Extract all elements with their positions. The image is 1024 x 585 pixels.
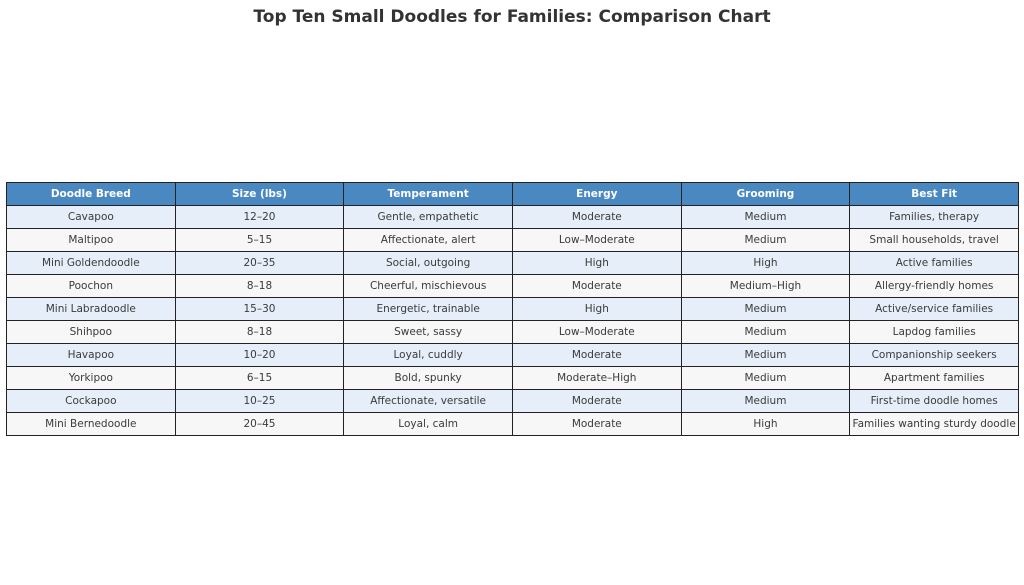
table-cell: Maltipoo [7, 229, 176, 252]
table-cell: Families wanting sturdy doodle [850, 413, 1019, 436]
table-cell: High [512, 252, 681, 275]
table-cell: High [681, 413, 850, 436]
table-cell: Medium [681, 298, 850, 321]
table-row [7, 367, 1019, 390]
table-cell: Medium [681, 206, 850, 229]
table-cell: Bold, spunky [344, 367, 513, 390]
table-row [7, 229, 1019, 252]
table-cell: Medium [681, 344, 850, 367]
table-cell: 6–15 [175, 367, 344, 390]
table-cell: Gentle, empathetic [344, 206, 513, 229]
table-cell: Moderate–High [512, 367, 681, 390]
table-cell: Medium–High [681, 275, 850, 298]
table-row [7, 275, 1019, 298]
chart-title: Top Ten Small Doodles for Families: Comparison Chart [253, 7, 771, 27]
table-cell: Sweet, sassy [344, 321, 513, 344]
table-cell: Poochon [7, 275, 176, 298]
table-cell: Shihpoo [7, 321, 176, 344]
table-cell: Energetic, trainable [344, 298, 513, 321]
table-cell: 12–20 [175, 206, 344, 229]
table-cell: Mini Bernedoodle [7, 413, 176, 436]
column-header: Doodle Breed [7, 183, 176, 206]
table-header-row [7, 183, 1019, 206]
table-cell: Moderate [512, 275, 681, 298]
table-row [7, 252, 1019, 275]
column-header: Temperament [344, 183, 513, 206]
table-cell: Medium [681, 367, 850, 390]
table-cell: Cockapoo [7, 390, 176, 413]
table-cell: Loyal, calm [344, 413, 513, 436]
table-row [7, 298, 1019, 321]
table-cell: Mini Labradoodle [7, 298, 176, 321]
table-cell: Affectionate, alert [344, 229, 513, 252]
table-cell: Loyal, cuddly [344, 344, 513, 367]
table-cell: 10–20 [175, 344, 344, 367]
table-cell: Allergy-friendly homes [850, 275, 1019, 298]
table-cell: Yorkipoo [7, 367, 176, 390]
table-cell: 8–18 [175, 321, 344, 344]
table-cell: Low–Moderate [512, 321, 681, 344]
table-cell: Havapoo [7, 344, 176, 367]
table-cell: 5–15 [175, 229, 344, 252]
table-row [7, 413, 1019, 436]
table-cell: High [512, 298, 681, 321]
table-cell: 10–25 [175, 390, 344, 413]
table-row [7, 206, 1019, 229]
column-header: Grooming [681, 183, 850, 206]
table-cell: Mini Goldendoodle [7, 252, 176, 275]
table-cell: Social, outgoing [344, 252, 513, 275]
table-row [7, 321, 1019, 344]
comparison-table [6, 182, 1019, 436]
table-cell: Moderate [512, 413, 681, 436]
column-header: Size (lbs) [175, 183, 344, 206]
table-row [7, 390, 1019, 413]
table-cell: Medium [681, 229, 850, 252]
table-row [7, 344, 1019, 367]
table-cell: Cavapoo [7, 206, 176, 229]
table-cell: First-time doodle homes [850, 390, 1019, 413]
column-header: Best Fit [850, 183, 1019, 206]
column-header: Energy [512, 183, 681, 206]
table-cell: Medium [681, 390, 850, 413]
table-cell: Families, therapy [850, 206, 1019, 229]
table-cell: High [681, 252, 850, 275]
table-cell: Companionship seekers [850, 344, 1019, 367]
table-cell: Cheerful, mischievous [344, 275, 513, 298]
table-cell: Moderate [512, 206, 681, 229]
table-cell: 20–35 [175, 252, 344, 275]
table-cell: Moderate [512, 390, 681, 413]
table-cell: Small households, travel [850, 229, 1019, 252]
table-cell: Affectionate, versatile [344, 390, 513, 413]
table-cell: Active families [850, 252, 1019, 275]
table-cell: Medium [681, 321, 850, 344]
table-cell: Low–Moderate [512, 229, 681, 252]
table-cell: 20–45 [175, 413, 344, 436]
table-cell: Apartment families [850, 367, 1019, 390]
table-cell: 15–30 [175, 298, 344, 321]
table-cell: Active/service families [850, 298, 1019, 321]
table-cell: Lapdog families [850, 321, 1019, 344]
table-cell: 8–18 [175, 275, 344, 298]
table-cell: Moderate [512, 344, 681, 367]
